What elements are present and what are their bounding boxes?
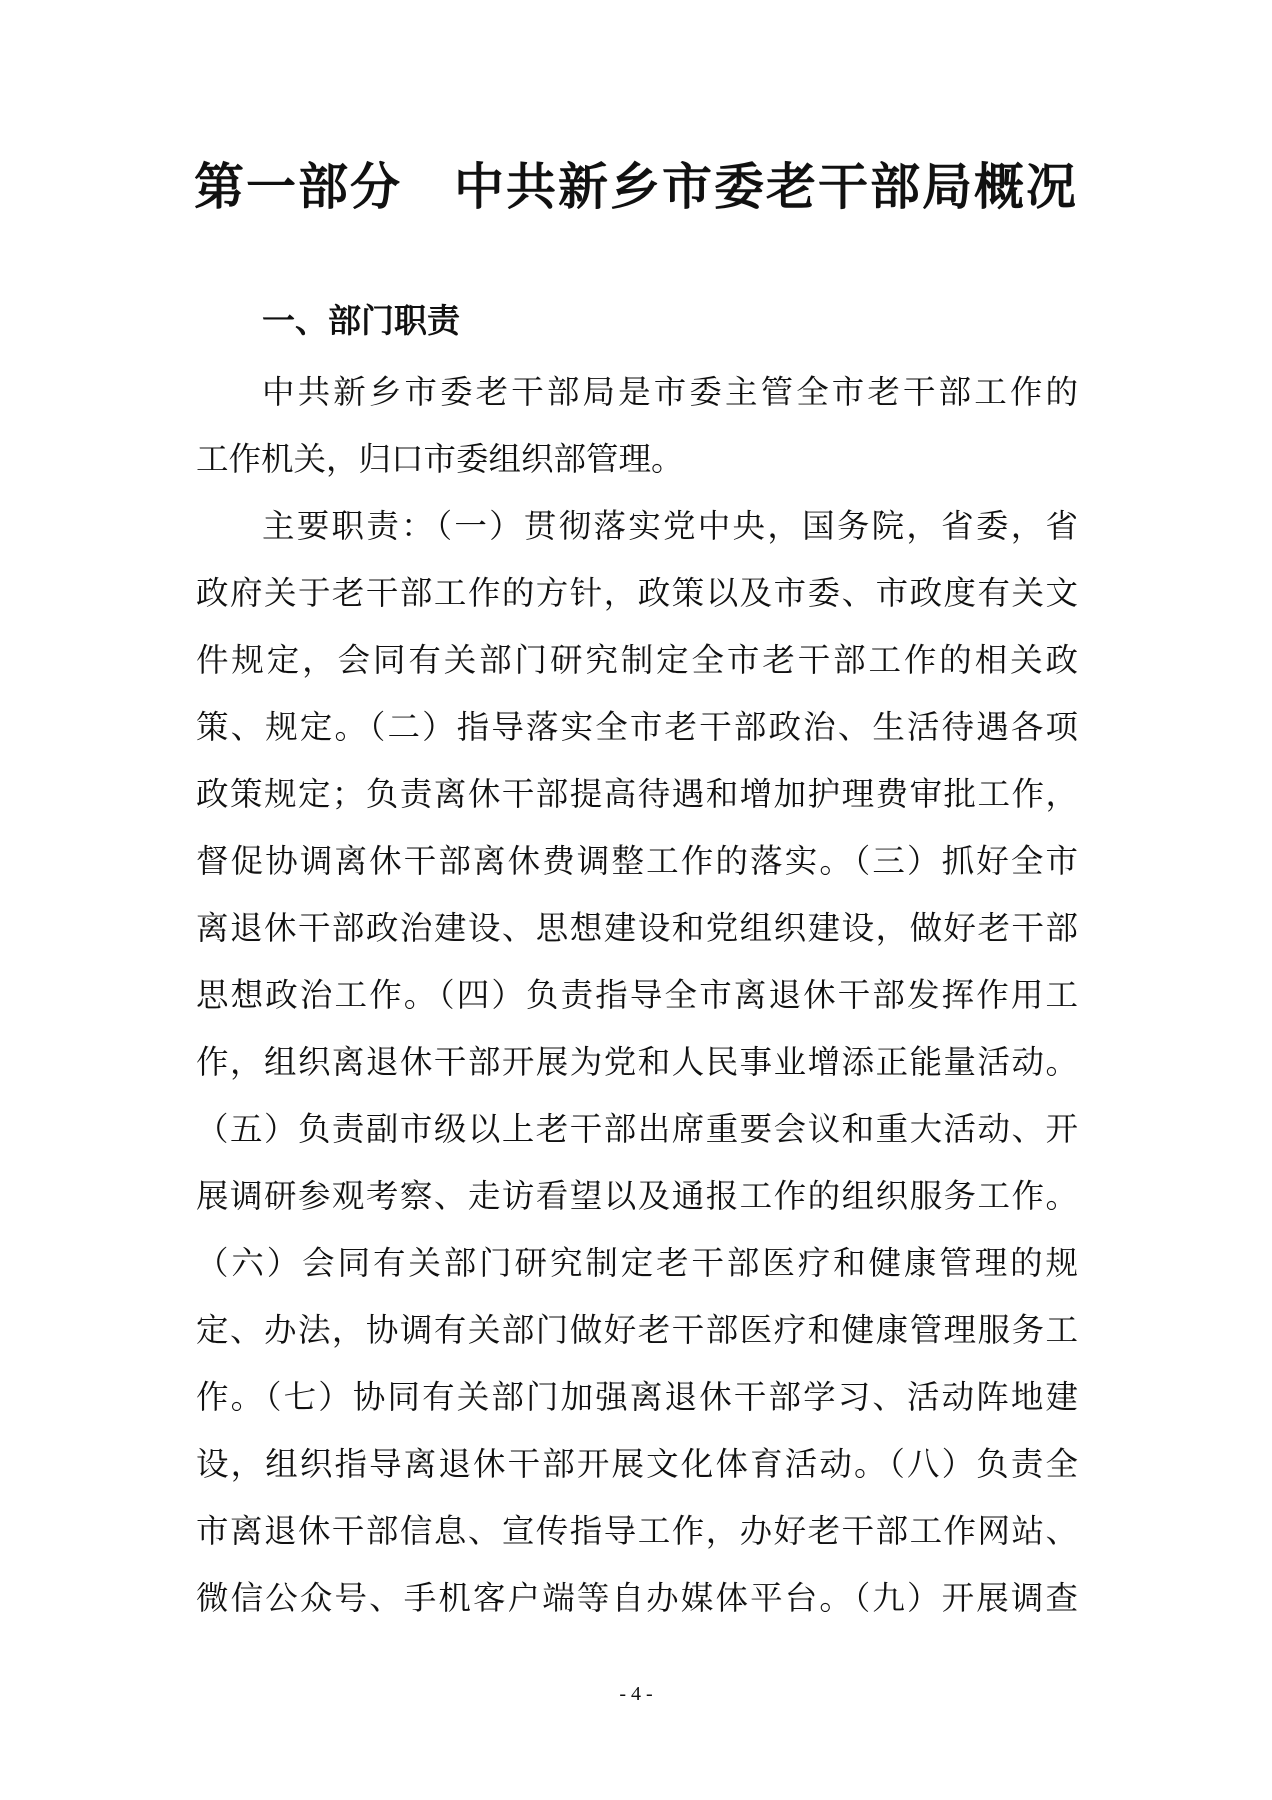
paragraph-line: 件规定，会同有关部门研究制定全市老干部工作的相关政	[196, 641, 1078, 679]
paragraph-line: 设，组织指导离退休干部开展文化体育活动。（八）负责全	[196, 1445, 1078, 1483]
paragraph-line: 督促协调离休干部离休费调整工作的落实。（三）抓好全市	[196, 842, 1078, 880]
paragraph-line: 策、规定。（二）指导落实全市老干部政治、生活待遇各项	[196, 708, 1078, 746]
paragraph-line: 中共新乡市委老干部局是市委主管全市老干部工作的	[262, 373, 1078, 411]
paragraph-line: 主要职责：（一）贯彻落实党中央，国务院，省委，省	[262, 507, 1078, 545]
paragraph-line: 政策规定；负责离休干部提高待遇和增加护理费审批工作，	[196, 775, 1078, 813]
paragraph-line: （六）会同有关部门研究制定老干部医疗和健康管理的规	[196, 1244, 1078, 1282]
section-heading: 一、部门职责	[262, 301, 460, 340]
paragraph-line: 政府关于老干部工作的方针，政策以及市委、市政度有关文	[196, 574, 1078, 612]
paragraph-line: （五）负责副市级以上老干部出席重要会议和重大活动、开	[196, 1110, 1078, 1148]
body-text	[196, 359, 1078, 1632]
paragraph-line: 作。（七）协同有关部门加强离退休干部学习、活动阵地建	[196, 1378, 1078, 1416]
paragraph-line: 工作机关，归口市委组织部管理。	[196, 440, 684, 478]
paragraph-line: 微信公众号、手机客户端等自办媒体平台。（九）开展调查	[196, 1579, 1078, 1617]
paragraph-line: 思想政治工作。（四）负责指导全市离退休干部发挥作用工	[196, 976, 1078, 1014]
paragraph-line: 离退休干部政治建设、思想建设和党组织建设，做好老干部	[196, 909, 1078, 947]
paragraph-line: 展调研参观考察、走访看望以及通报工作的组织服务工作。	[196, 1177, 1078, 1215]
document-title: 第一部分 中共新乡市委老干部局概况	[194, 158, 1078, 216]
page-number: - 4 -	[619, 1683, 653, 1705]
paragraph-line: 作，组织离退休干部开展为党和人民事业增添正能量活动。	[196, 1043, 1078, 1081]
paragraph-line: 市离退休干部信息、宣传指导工作，办好老干部工作网站、	[196, 1512, 1078, 1550]
paragraph-line: 定、办法，协调有关部门做好老干部医疗和健康管理服务工	[196, 1311, 1078, 1349]
